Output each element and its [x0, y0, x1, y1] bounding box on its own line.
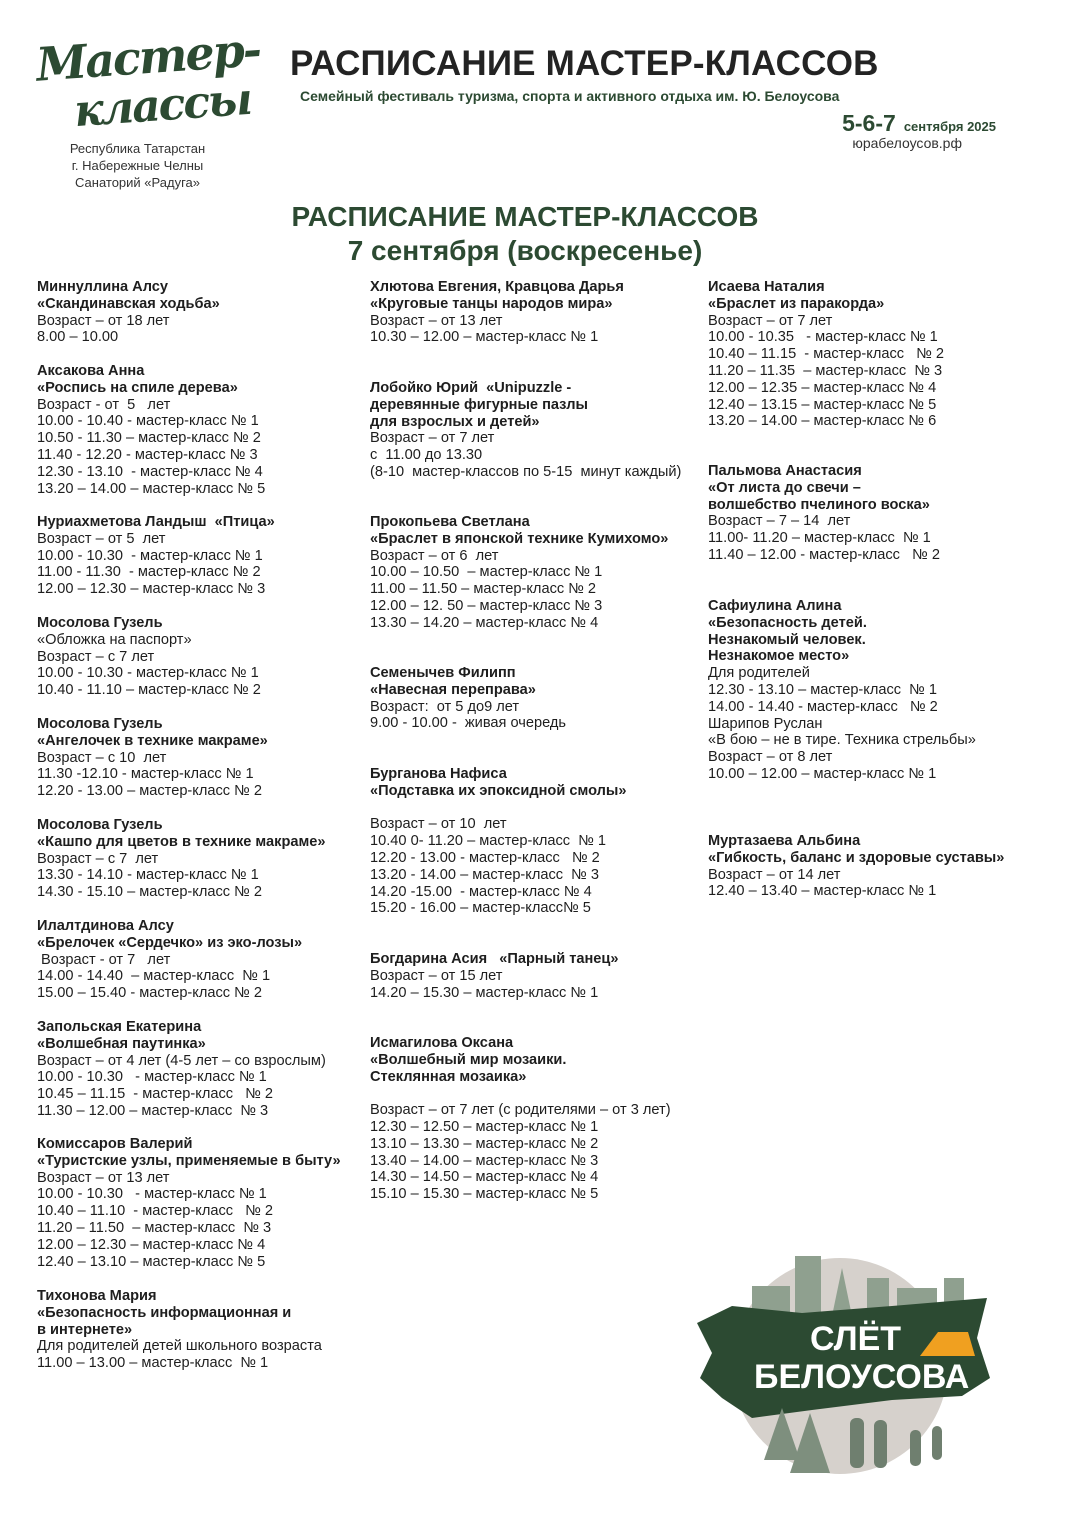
entry-detail: 12.00 – 12. 50 – мастер-класс № 3 [370, 597, 603, 614]
entry-detail: Возраст – 7 – 14 лет [708, 513, 851, 530]
entry-detail: 15.10 – 15.30 – мастер-класс № 5 [370, 1186, 599, 1203]
entry-detail: 10.00 – 12.00 – мастер-класс № 1 [708, 765, 937, 782]
entry-title: деревянные фигурные пазлы [370, 396, 588, 413]
schedule-entry [370, 766, 627, 917]
schedule-entry [708, 833, 1004, 900]
entry-detail: 13.20 - 14.00 – мастер-класс № 3 [370, 866, 600, 883]
entry-detail: Возраст - от 7 лет [37, 951, 171, 968]
entry-detail: 14.20 -15.00 - мастер-класс № 4 [370, 883, 592, 900]
entry-detail [370, 1085, 671, 1102]
entry-host: Мосолова Гузель [37, 716, 163, 732]
entry-host: Аксакова Анна [37, 363, 145, 379]
entry-detail: Возраст – от 4 лет (4-5 лет – со взрослым) [37, 1052, 326, 1069]
entry-detail: (8-10 мастер-классов по 5-15 минут каждый) [370, 463, 682, 480]
entry-detail: «В бою – не в тире. Техника стрельбы» [708, 732, 976, 749]
schedule-entry [37, 716, 268, 800]
entry-detail: Возраст – с 7 лет [37, 648, 155, 665]
schedule-entry [370, 665, 566, 732]
venue-address [40, 140, 235, 191]
entry-title: «Туристские узлы, применяемые в быту» [37, 1152, 341, 1169]
entry-detail: 12.40 – 13.40 – мастер-класс № 1 [708, 883, 937, 900]
entry-host: Муртазаева Альбина [708, 833, 861, 849]
entry-title: «Гибкость, баланс и здоровые суставы» [708, 849, 1005, 866]
logo-line-2: классы [72, 73, 253, 138]
entry-detail: 14.00 - 14.40 - мастер-класс № 2 [708, 698, 938, 715]
schedule-entry [37, 363, 265, 497]
entry-detail: 11.00 – 13.00 – мастер-класс № 1 [37, 1355, 269, 1372]
entry-detail: 12.40 – 13.10 – мастер-класс № 5 [37, 1253, 266, 1270]
entry-detail: Для родителей детей школьного возраста [37, 1338, 322, 1355]
schedule-entry [370, 279, 624, 346]
entry-detail: 13.30 – 14.20 – мастер-класс № 4 [370, 614, 599, 631]
entry-detail: 10.30 – 12.00 – мастер-класс № 1 [370, 329, 599, 346]
entry-detail: 13.10 – 13.30 – мастер-класс № 2 [370, 1135, 599, 1152]
entry-title: «Волшебный мир мозаики. [370, 1051, 567, 1068]
schedule-entry [37, 615, 261, 699]
entry-host: Пальмова Анастасия [708, 463, 862, 479]
entry-host: Запольская Екатерина [37, 1019, 202, 1035]
schedule-entry [370, 380, 681, 481]
entry-detail: 10.00 - 10.35 - мастер-класс № 1 [708, 329, 938, 346]
entry-title: «Скандинавская ходьба» [37, 295, 220, 312]
entry-title: «Роспись на спиле дерева» [37, 379, 238, 396]
entry-host: Хлютова Евгения, Кравцова Дарья [370, 279, 624, 295]
entry-detail: Для родителей [708, 665, 810, 682]
entry-title: «Навесная переправа» [370, 681, 536, 698]
entry-title: Незнакомое место» [708, 648, 850, 665]
entry-detail: 10.00 - 10.30 - мастер-класс № 1 [37, 665, 259, 682]
entry-detail: 12.30 - 13.10 – мастер-класс № 1 [708, 681, 938, 698]
entry-detail: Возраст – с 10 лет [37, 749, 167, 766]
entry-detail: 11.30 – 12.00 – мастер-класс № 3 [37, 1102, 269, 1119]
entry-detail: 8.00 – 10.00 [37, 329, 119, 346]
schedule-entry [37, 279, 220, 346]
entry-detail: 10.00 - 10.30 - мастер-класс № 1 [37, 1069, 267, 1086]
entry-host: Комиссаров Валерий [37, 1136, 193, 1152]
entry-host: Нуриахметова Ландыш «Птица» [37, 514, 275, 530]
day-heading-date: 7 сентября (воскресенье) [347, 235, 703, 266]
entry-title: волшебство пчелиного воска» [708, 496, 930, 513]
festival-dates [842, 110, 996, 137]
entry-detail: 13.30 - 14.10 - мастер-класс № 1 [37, 867, 259, 884]
entry-detail: 10.45 – 11.15 - мастер-класс № 2 [37, 1086, 274, 1103]
entry-detail: 12.00 – 12.35 – мастер-класс № 4 [708, 379, 937, 396]
entry-title: «От листа до свечи – [708, 479, 861, 496]
entry-host: Лобойко Юрий «Unipuzzle - [370, 380, 572, 396]
entry-detail: Возраст – от 13 лет [37, 1169, 170, 1186]
festival-subtitle: Семейный фестиваль туризма, спорта и активного отдыха им. Ю. Белоусова [300, 88, 840, 104]
entry-detail: Возраст: от 5 до9 лет [370, 698, 520, 715]
entry-title: «Ангелочек в технике макраме» [37, 732, 268, 749]
day-heading [0, 200, 1050, 268]
entry-detail: 12.30 – 12.50 – мастер-класс № 1 [370, 1118, 599, 1135]
masterclasses-logo [34, 22, 266, 140]
entry-detail: Возраст – от 13 лет [370, 312, 503, 329]
entry-title: «Безопасность информационная и [37, 1304, 292, 1321]
entry-detail: 15.20 - 16.00 – мастер-класс№ 5 [370, 900, 591, 917]
entry-title: «Браслет в японской технике Кумихомо» [370, 530, 669, 547]
schedule-entry [708, 598, 976, 783]
entry-detail: Возраст – от 14 лет [708, 866, 841, 883]
entry-detail: 14.20 – 15.30 – мастер-класс № 1 [370, 984, 599, 1001]
entry-detail: Возраст - от 5 лет [37, 396, 171, 413]
schedule-entry [370, 514, 668, 632]
entry-detail: 12.00 – 12.30 – мастер-класс № 4 [37, 1236, 266, 1253]
entry-detail: Возраст – от 5 лет [37, 530, 166, 547]
entry-detail: 12.40 – 13.15 – мастер-класс № 5 [708, 396, 937, 413]
entry-detail: 11.00 - 11.30 - мастер-класс № 2 [37, 564, 261, 581]
entry-detail: Возраст – от 7 лет [370, 430, 495, 447]
page-title: РАСПИСАНИЕ МАСТЕР-КЛАССОВ [290, 44, 879, 83]
schedule-entry [370, 1035, 671, 1203]
entry-detail: Возраст – от 8 лет [708, 749, 833, 766]
entry-detail: 10.40 - 11.10 – мастер-класс № 2 [37, 682, 261, 699]
schedule-entry [370, 951, 619, 1001]
entry-host: Сафиулина Алина [708, 598, 842, 614]
entry-detail: 11.00 – 11.50 – мастер-класс № 2 [370, 581, 597, 598]
entry-detail: Шарипов Руслан [708, 715, 823, 732]
schedule-entry [37, 817, 326, 901]
entry-detail: с 11.00 до 13.30 [370, 447, 483, 464]
entry-title: Стеклянная мозаика» [370, 1068, 527, 1085]
address-region: Республика Татарстан [69, 141, 206, 156]
entry-detail: 13.40 – 14.00 – мастер-класс № 3 [370, 1152, 599, 1169]
entry-title: «Брелочек «Сердечко» из эко-лозы» [37, 934, 303, 951]
entry-host: Бурганова Нафиса [370, 766, 507, 782]
entry-detail: 15.00 – 15.40 - мастер-класс № 2 [37, 985, 262, 1002]
entry-detail: 9.00 - 10.00 - живая очередь [370, 715, 567, 732]
entry-title: «Безопасность детей. [708, 614, 867, 631]
entry-detail: 11.20 – 11.50 – мастер-класс № 3 [37, 1219, 272, 1236]
entry-title: «Браслет из паракорда» [708, 295, 885, 312]
schedule-entry [708, 279, 944, 430]
entry-host: Илалтдинова Алсу [37, 918, 174, 934]
entry-detail: 14.00 - 14.40 – мастер-класс № 1 [37, 968, 271, 985]
entry-host: Семенычев Филипп [370, 665, 516, 681]
slet-belousova-logo [692, 1228, 992, 1480]
entry-detail: 11.40 – 12.00 - мастер-класс № 2 [708, 546, 940, 563]
schedule-entry [37, 1019, 326, 1120]
entry-detail: Возраст – от 10 лет [370, 816, 507, 833]
entry-detail: 10.00 - 10.30 - мастер-класс № 1 [37, 1186, 267, 1203]
schedule-entry [37, 1288, 322, 1372]
entry-detail: 11.40 - 12.20 - мастер-класс № 3 [37, 446, 258, 463]
entry-detail: «Обложка на паспорт» [37, 631, 192, 648]
entry-detail: Возраст – от 6 лет [370, 547, 499, 564]
entry-host: Мосолова Гузель [37, 817, 163, 833]
entry-detail: 13.20 – 14.00 – мастер-класс № 6 [708, 413, 937, 430]
entry-host: Миннуллина Алсу [37, 279, 169, 295]
festival-month-year: сентября 2025 [903, 119, 996, 134]
entry-detail [370, 800, 627, 817]
entry-detail: 10.50 - 11.30 – мастер-класс № 2 [37, 430, 261, 447]
schedule-entry [708, 463, 940, 564]
entry-detail: 12.20 - 13.00 – мастер-класс № 2 [37, 783, 262, 800]
schedule-entry [37, 918, 302, 1002]
entry-title: в интернете» [37, 1321, 133, 1338]
entry-host: Тихонова Мария [37, 1288, 157, 1304]
entry-detail: 12.00 – 12.30 – мастер-класс № 3 [37, 581, 266, 598]
day-heading-title: РАСПИСАНИЕ МАСТЕР-КЛАССОВ [291, 201, 759, 232]
entry-detail: 14.30 – 14.50 – мастер-класс № 4 [370, 1169, 599, 1186]
entry-detail: 10.00 – 10.50 – мастер-класс № 1 [370, 564, 603, 581]
entry-detail: 13.20 – 14.00 – мастер-класс № 5 [37, 480, 266, 497]
entry-title: «Подставка их эпоксидной смолы» [370, 782, 627, 799]
entry-title: Незнакомый человек. [708, 631, 866, 648]
entry-detail: 11.30 -12.10 - мастер-класс № 1 [37, 766, 254, 783]
entry-detail: 12.20 - 13.00 - мастер-класс № 2 [370, 849, 600, 866]
entry-detail: Возраст – от 7 лет (с родителями – от 3 лет) [370, 1102, 671, 1119]
entry-detail: 14.30 - 15.10 – мастер-класс № 2 [37, 884, 262, 901]
schedule-entry [37, 1136, 341, 1270]
festival-days: 5-6-7 [842, 110, 896, 136]
entry-title: «Волшебная паутинка» [37, 1035, 206, 1052]
entry-host: Прокопьева Светлана [370, 514, 530, 530]
address-venue: Санаторий «Радуга» [75, 175, 200, 190]
entry-detail: Возраст – с 7 лет [37, 850, 159, 867]
entry-title: «Кашпо для цветов в технике макраме» [37, 833, 326, 850]
schedule-entry [37, 514, 275, 598]
entry-host: Мосолова Гузель [37, 615, 163, 631]
website-link[interactable]: юрабелоусов.рф [852, 135, 962, 151]
entry-detail: 10.00 - 10.40 - мастер-класс № 1 [37, 413, 259, 430]
entry-detail: 11.20 – 11.35 – мастер-класс № 3 [708, 362, 943, 379]
entry-host: Богдарина Асия «Парный танец» [370, 951, 619, 967]
address-city: г. Набережные Челны [71, 158, 204, 173]
badge-line-1: СЛЁТ [810, 1320, 902, 1358]
badge-line-2: БЕЛОУСОВА [754, 1358, 970, 1396]
entry-detail: 10.00 - 10.30 - мастер-класс № 1 [37, 547, 263, 564]
logo-line-1: Мастер- [34, 22, 262, 92]
entry-host: Исаева Наталия [708, 279, 825, 295]
entry-detail: 10.40 – 11.15 - мастер-класс № 2 [708, 346, 945, 363]
entry-host: Исмагилова Оксана [370, 1035, 514, 1051]
entry-detail: 10.40 – 11.10 - мастер-класс № 2 [37, 1203, 274, 1220]
entry-title: «Круговые танцы народов мира» [370, 295, 613, 312]
entry-title: для взрослых и детей» [370, 413, 540, 430]
entry-detail: Возраст – от 18 лет [37, 312, 170, 329]
entry-detail: 10.40 0- 11.20 – мастер-класс № 1 [370, 833, 607, 850]
entry-detail: 11.00- 11.20 – мастер-класс № 1 [708, 530, 931, 547]
entry-detail: Возраст – от 7 лет [708, 312, 833, 329]
entry-detail: Возраст – от 15 лет [370, 967, 503, 984]
entry-detail: 12.30 - 13.10 - мастер-класс № 4 [37, 463, 263, 480]
